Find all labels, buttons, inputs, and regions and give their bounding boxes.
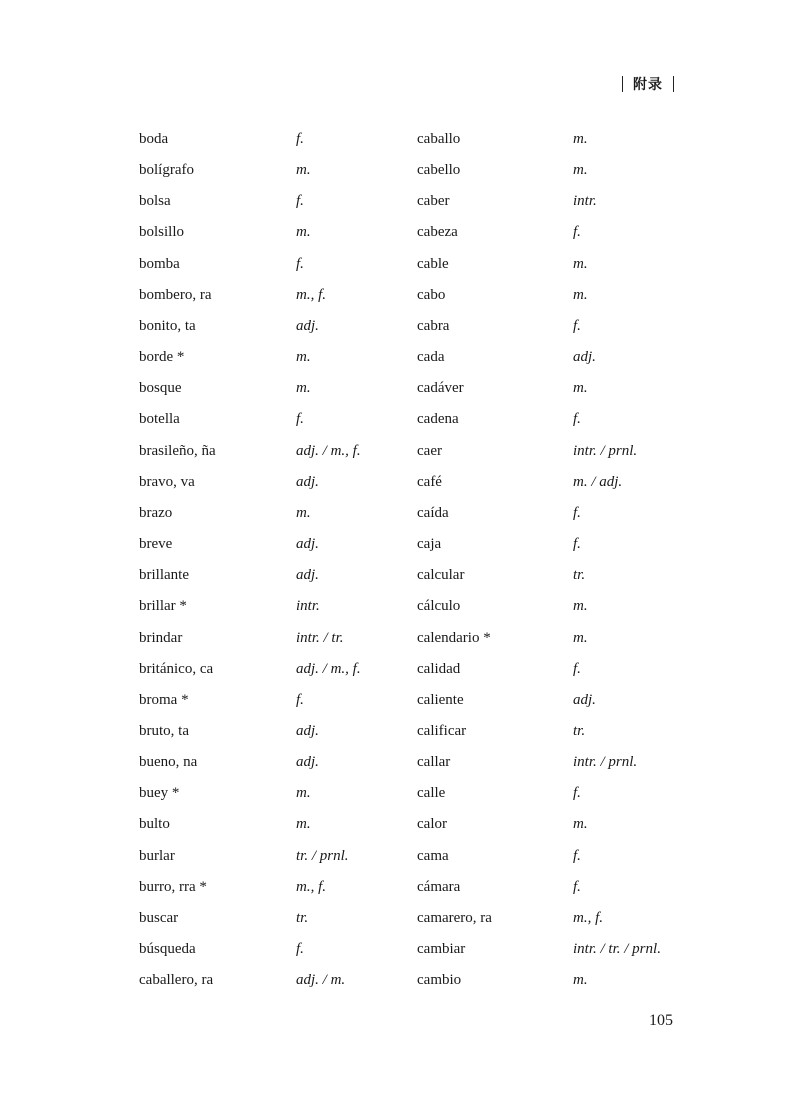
headword-right: cambiar: [417, 941, 466, 958]
vocab-row: [0, 934, 800, 965]
category-right: m.: [573, 972, 588, 989]
vocab-row: [0, 747, 800, 778]
category-left: adj.: [296, 754, 319, 771]
headword-right: camarero, ra: [417, 909, 492, 926]
category-left: intr. / tr.: [296, 629, 344, 646]
category-right: f.: [573, 878, 581, 895]
vocab-row: [0, 498, 800, 529]
headword-right: cadáver: [417, 380, 464, 397]
headword-right: cable: [417, 255, 449, 272]
headword-right: caer: [417, 442, 442, 459]
vocab-row: [0, 685, 800, 716]
headword-right: calor: [417, 816, 447, 833]
headword-left: burlar: [139, 847, 175, 864]
vocab-row: [0, 716, 800, 747]
vocab-row: [0, 529, 800, 560]
headword-left: boda: [139, 131, 169, 147]
category-right: adj.: [573, 349, 596, 366]
headword-left: bolsa: [139, 193, 171, 210]
vocab-row: [0, 965, 800, 996]
vocab-row: [0, 342, 800, 373]
category-left: adj. / m., f.: [296, 660, 361, 677]
category-right: intr. / prnl.: [573, 754, 638, 771]
vocab-row: [0, 124, 800, 155]
category-left: intr.: [296, 598, 320, 615]
category-right: f.: [573, 536, 581, 553]
headword-right: caber: [417, 193, 450, 210]
headword-left: bombero, ra: [139, 286, 212, 303]
headword-left: bolígrafo: [139, 162, 194, 179]
category-left: f.: [296, 691, 304, 708]
headword-left: brillante: [139, 567, 189, 584]
headword-right: calendario *: [417, 629, 491, 646]
category-right: m. / adj.: [573, 473, 623, 490]
headword-left: brillar *: [139, 598, 187, 615]
vocab-row: [0, 841, 800, 872]
headword-right: caliente: [417, 691, 464, 708]
headword-right: cabello: [417, 162, 461, 179]
category-left: m.: [296, 224, 311, 241]
headword-right: caballo: [417, 131, 461, 147]
vocab-row: [0, 217, 800, 248]
category-left: m., f.: [296, 878, 326, 895]
vocab-row: [0, 778, 800, 809]
headword-left: bruto, ta: [139, 722, 189, 739]
header-title: 附录: [633, 77, 663, 93]
headword-left: búsqueda: [139, 941, 196, 958]
category-left: m.: [296, 349, 311, 366]
headword-right: caja: [417, 536, 442, 553]
category-right: f.: [573, 224, 581, 241]
headword-right: cada: [417, 349, 445, 366]
headword-left: borde *: [139, 349, 185, 366]
headword-right: calcular: [417, 567, 465, 584]
vocab-row: [0, 186, 800, 217]
running-header: [622, 74, 674, 94]
category-right: m.: [573, 255, 588, 272]
headword-right: calificar: [417, 722, 467, 739]
headword-right: calidad: [417, 660, 461, 677]
category-right: f.: [573, 317, 581, 334]
category-left: adj.: [296, 567, 319, 584]
category-right: m.: [573, 816, 588, 833]
vocab-row: [0, 467, 800, 498]
vocab-row: [0, 373, 800, 404]
headword-right: cabo: [417, 286, 446, 303]
headword-left: bravo, va: [139, 473, 195, 490]
headword-right: café: [417, 473, 442, 490]
category-right: adj.: [573, 691, 596, 708]
category-left: tr.: [296, 909, 309, 926]
headword-left: brasileño, ña: [139, 442, 216, 459]
category-right: intr. / prnl.: [573, 442, 638, 459]
category-left: adj. / m.: [296, 972, 346, 989]
vocab-row: [0, 903, 800, 934]
category-right: m.: [573, 162, 588, 179]
category-left: adj.: [296, 536, 319, 553]
headword-right: cámara: [417, 878, 461, 895]
category-left: adj.: [296, 473, 319, 490]
vocab-row: [0, 249, 800, 280]
category-right: tr.: [573, 567, 586, 584]
vocab-row: [0, 560, 800, 591]
headword-left: caballero, ra: [139, 972, 214, 989]
headword-left: burro, rra *: [139, 878, 207, 895]
vocab-row: [0, 654, 800, 685]
headword-right: callar: [417, 754, 451, 771]
category-right: m.: [573, 131, 588, 147]
category-left: adj.: [296, 317, 319, 334]
headword-right: cabeza: [417, 224, 458, 241]
category-left: m.: [296, 816, 311, 833]
category-left: adj.: [296, 722, 319, 739]
headword-right: cadena: [417, 411, 459, 428]
category-right: m.: [573, 380, 588, 397]
headword-left: brazo: [139, 504, 173, 521]
category-left: m.: [296, 504, 311, 521]
header-left-rule: [622, 76, 623, 92]
vocab-row: [0, 155, 800, 186]
category-left: f.: [296, 255, 304, 272]
headword-right: cálculo: [417, 598, 461, 615]
category-left: m., f.: [296, 286, 326, 303]
headword-left: bomba: [139, 255, 180, 272]
category-left: tr. / prnl.: [296, 847, 349, 864]
category-right: m., f.: [573, 909, 603, 926]
category-right: f.: [573, 847, 581, 864]
headword-left: breve: [139, 536, 173, 553]
vocab-row: [0, 872, 800, 903]
headword-right: caída: [417, 504, 449, 521]
headword-left: bueno, na: [139, 754, 198, 771]
headword-right: cambio: [417, 972, 462, 989]
headword-left: botella: [139, 411, 180, 428]
headword-left: buscar: [139, 909, 179, 926]
category-left: m.: [296, 785, 311, 802]
category-right: m.: [573, 629, 588, 646]
headword-left: bosque: [139, 380, 182, 397]
category-right: tr.: [573, 722, 586, 739]
category-left: f.: [296, 131, 304, 147]
headword-right: cama: [417, 847, 449, 864]
header-right-rule: [673, 76, 674, 92]
headword-left: buey *: [139, 785, 180, 802]
vocabulary-list: [0, 124, 800, 996]
category-right: m.: [573, 286, 588, 303]
page-number: 105: [649, 1012, 673, 1029]
category-left: m.: [296, 380, 311, 397]
category-left: f.: [296, 941, 304, 958]
vocab-row: [0, 591, 800, 622]
vocab-row: [0, 623, 800, 654]
vocab-row: [0, 311, 800, 342]
headword-left: británico, ca: [139, 660, 214, 677]
headword-right: cabra: [417, 317, 450, 334]
category-left: m.: [296, 162, 311, 179]
headword-left: broma *: [139, 691, 189, 708]
vocab-row: [0, 436, 800, 467]
headword-left: bonito, ta: [139, 317, 196, 334]
vocab-row: [0, 809, 800, 840]
category-left: f.: [296, 193, 304, 210]
vocab-row: [0, 404, 800, 435]
category-right: f.: [573, 785, 581, 802]
category-right: f.: [573, 504, 581, 521]
headword-right: calle: [417, 785, 446, 802]
category-right: m.: [573, 598, 588, 615]
category-right: intr. / tr. / prnl.: [573, 941, 661, 958]
category-right: f.: [573, 660, 581, 677]
headword-left: bulto: [139, 816, 170, 833]
headword-left: bolsillo: [139, 224, 185, 241]
category-right: f.: [573, 411, 581, 428]
headword-left: brindar: [139, 629, 183, 646]
category-left: f.: [296, 411, 304, 428]
category-right: intr.: [573, 193, 597, 210]
vocab-row: [0, 280, 800, 311]
category-left: adj. / m., f.: [296, 442, 361, 459]
